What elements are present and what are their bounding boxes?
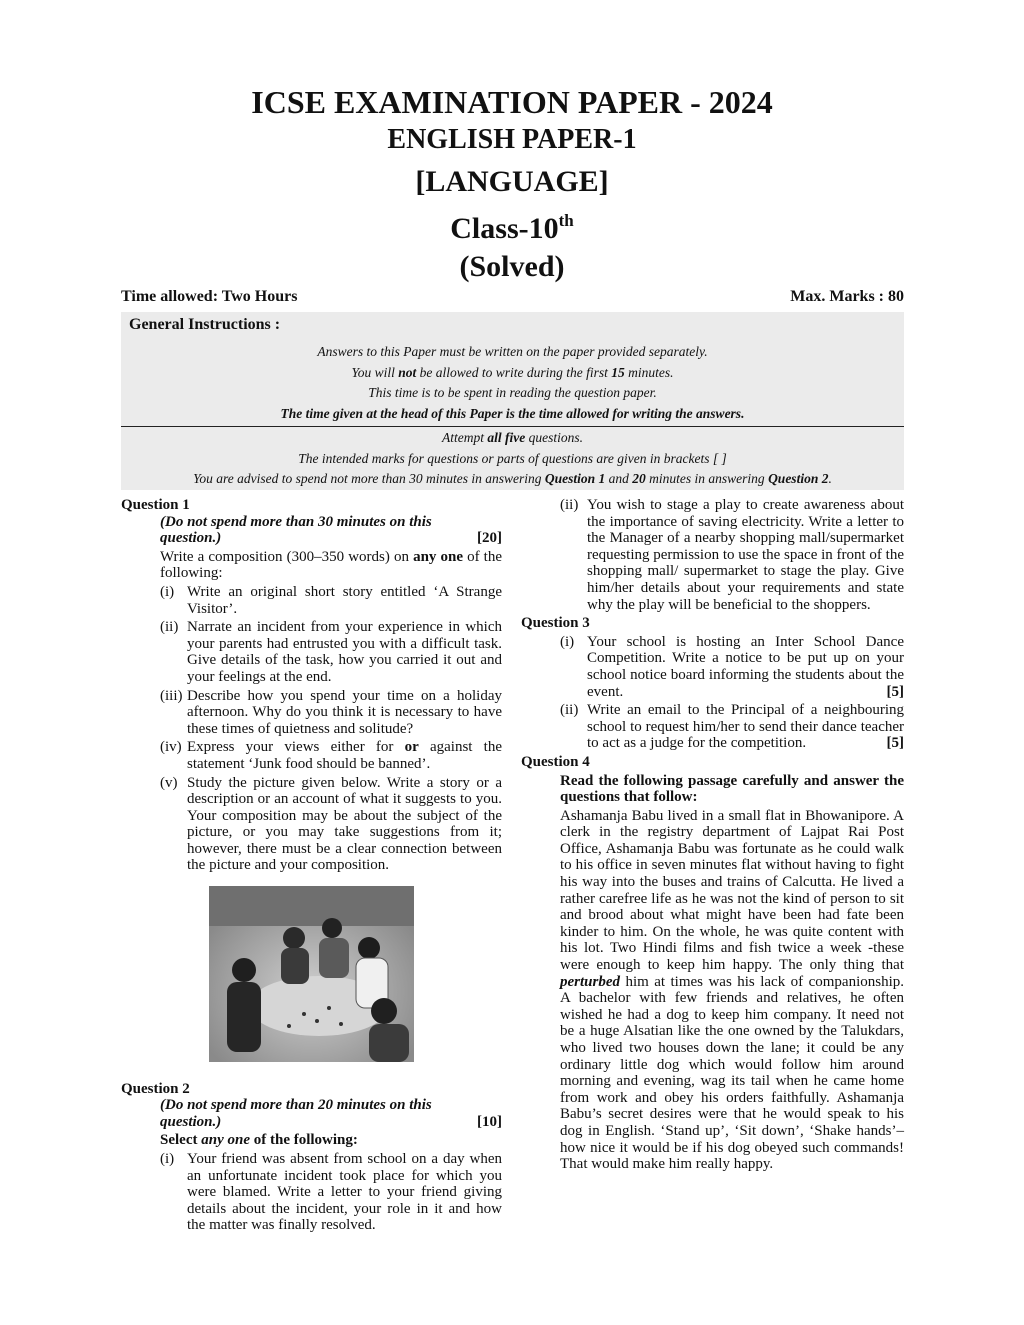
time-allowed: Time allowed: Two Hours (121, 288, 298, 305)
max-marks: Max. Marks : 80 (790, 288, 904, 305)
q2-select: Select any one of the following: (160, 1132, 358, 1149)
q1-time-note: (Do not spend more than 30 minutes on this (160, 513, 432, 530)
q1-marks: [20] (477, 530, 502, 547)
paper-title: ENGLISH PAPER-1 (387, 124, 637, 155)
q2-time-note: (Do not spend more than 20 minutes on this (160, 1097, 432, 1114)
q2-item: (ii) You wish to stage a play to create awareness about the importance of saving electricity. Write a letter to the Manager of a nearby shopping mall/supermarket requesting permission to use the space in front of the shopping mall/ supermarket to stage the play. Give him/her details about your requirements and state why the play will be beneficial to the shoppers. (560, 497, 905, 613)
q1-item: (iii) Describe how you spend your time on a holiday afternoon. Why do you think it is necessary to have these times of quietness and solitude? (160, 687, 502, 737)
q1-item: (ii) Narrate an incident from your experience in which your parents had entrusted you with a difficult task. Give details of the task, how you carried it out and your feelings at the end. (160, 619, 502, 685)
general-instructions (121, 312, 904, 490)
instructions-lines: Answers to this Paper must be written on the paper provided separately. You will not be allowed to write during the first 15 minutes. This time is to be spent in reading the question paper. The time given at the head of this Paper is the time allowed for writing the answers. Attempt all five questions. The intended marks for questions or parts of questions are given in brackets [ ] You are advised to spend not more than 30 minutes in answering Question 1 and 20 minutes in answering Question 2. (121, 342, 904, 490)
exam-meta (121, 288, 904, 306)
question-4-heading: Question 4 (521, 753, 590, 770)
q1-item: (i) Write an original short story entitled ‘A Strange Visitor’. (160, 583, 502, 617)
paper-subtitle: [LANGUAGE] (415, 165, 609, 198)
q1-intro: Write a composition (300–350 words) on any one of the following: (160, 548, 502, 582)
q1-item: (v) Study the picture given below. Write a story or a description or an account of what it suggests to you. Your composition may be about the subject of the picture, or you may take suggestions from it; however, there must be a clear connection between the picture and your composition. (160, 774, 502, 874)
q1-item: (iv) Express your views either for or against the statement ‘Junk food should be banned’. (160, 739, 502, 772)
q3-item: (ii) Write an email to the Principal of a neighbouring school to request him/her to send their dance teacher to act as a judge for the competition. [5] (560, 702, 904, 752)
instructions-heading: General Instructions : (129, 316, 281, 333)
q4-passage: Ashamanja Babu lived in a small flat in Bhowanipore. A clerk in the registry department of Lajpat Rai Post Office, Ashamanja Babu was fortunate as he could walk to his office in seven minutes flat without having to fight his way into the buses and trains of Calcutta. He lived a rather carefree life as he was not the kind of person to sit and brood about what might have been had fate been kinder to him. On the whole, he was quite content with his lot. Two Hindi films and fish twice a week -these were enough to keep him happy. The only thing that perturbed him at times was his lack of companionship. A bachelor with few friends and relatives, he often wished he had a dog to keep him company. It need not be a huge Alsatian like the one owned by the Talukdars, who lived two houses down the lane; it could be any ordinary little dog which would follow him around morning and evening, wag its tail when he came home from work and obey his orders faithfully. Ashamanja Babu’s secret desires were that he would speak to his dog in English. ‘Stand up’, ‘Sit down’, ‘Shake hands’–how nice it would be if his dog obeyed such commands! That would make him really happy. (560, 807, 904, 1173)
question-3-heading: Question 3 (521, 615, 590, 632)
title-block (0, 82, 1024, 286)
q4-instruction: Read the following passage carefully and answer the questions that follow: (560, 772, 904, 806)
left-column: Question 1 (Do not spend more than 30 minutes on this question.) [20] Write a composition (300–350 words) on any one of the following: (i) Write an original short story entitled ‘A Strange Visitor’. (ii) Narrate an incident from your experience in which your parents had entrusted you with a difficult task. Give details of the task, how you carried it out and your feelings at the end. (iii) Describe how you spend your time on a holiday afternoon. Why do you think it is necessary to have these times of quietness and solitude? (iv) Express your views either for or against the statement ‘Junk food should be banned’. (v) Study the picture given below. Write a story or a description or an account of what it suggests to you. Your composition may be about the subject of the picture, or you may take suggestions from it; however, there must be a clear connection between the picture and your composition. Question 2 (Do not spend more than 20 minutes on this question.) [10] Select any one of the following: (i) Your friend was absent from school on a day when an unfortunate incident took place for which you were blamed. Write a letter to your friend giving details about the incident, your role in it and how the matter was finally resolved. (121, 497, 502, 1234)
question-1-heading: Question 1 (121, 497, 190, 513)
right-column (521, 497, 904, 1173)
q3-item: (i) Your school is hosting an Inter School Dance Competition. Write a notice to be put up on your school notice board informing the students about the event. [5] (560, 633, 904, 700)
q2-marks: [10] (477, 1113, 502, 1130)
exam-title: ICSE EXAMINATION PAPER - 2024 (251, 84, 773, 120)
solved-label: (Solved) (459, 250, 565, 283)
question-2-heading: Question 2 (121, 1080, 190, 1097)
children-playing-photo (209, 886, 414, 1062)
class-title: Class-10th (450, 211, 574, 245)
q2-item: (i) Your friend was absent from school on a day when an unfortunate incident took place for which you were blamed. Write a letter to your friend giving details about the incident, your role in it and how the matter was finally resolved. (160, 1151, 502, 1234)
divider (121, 426, 904, 427)
